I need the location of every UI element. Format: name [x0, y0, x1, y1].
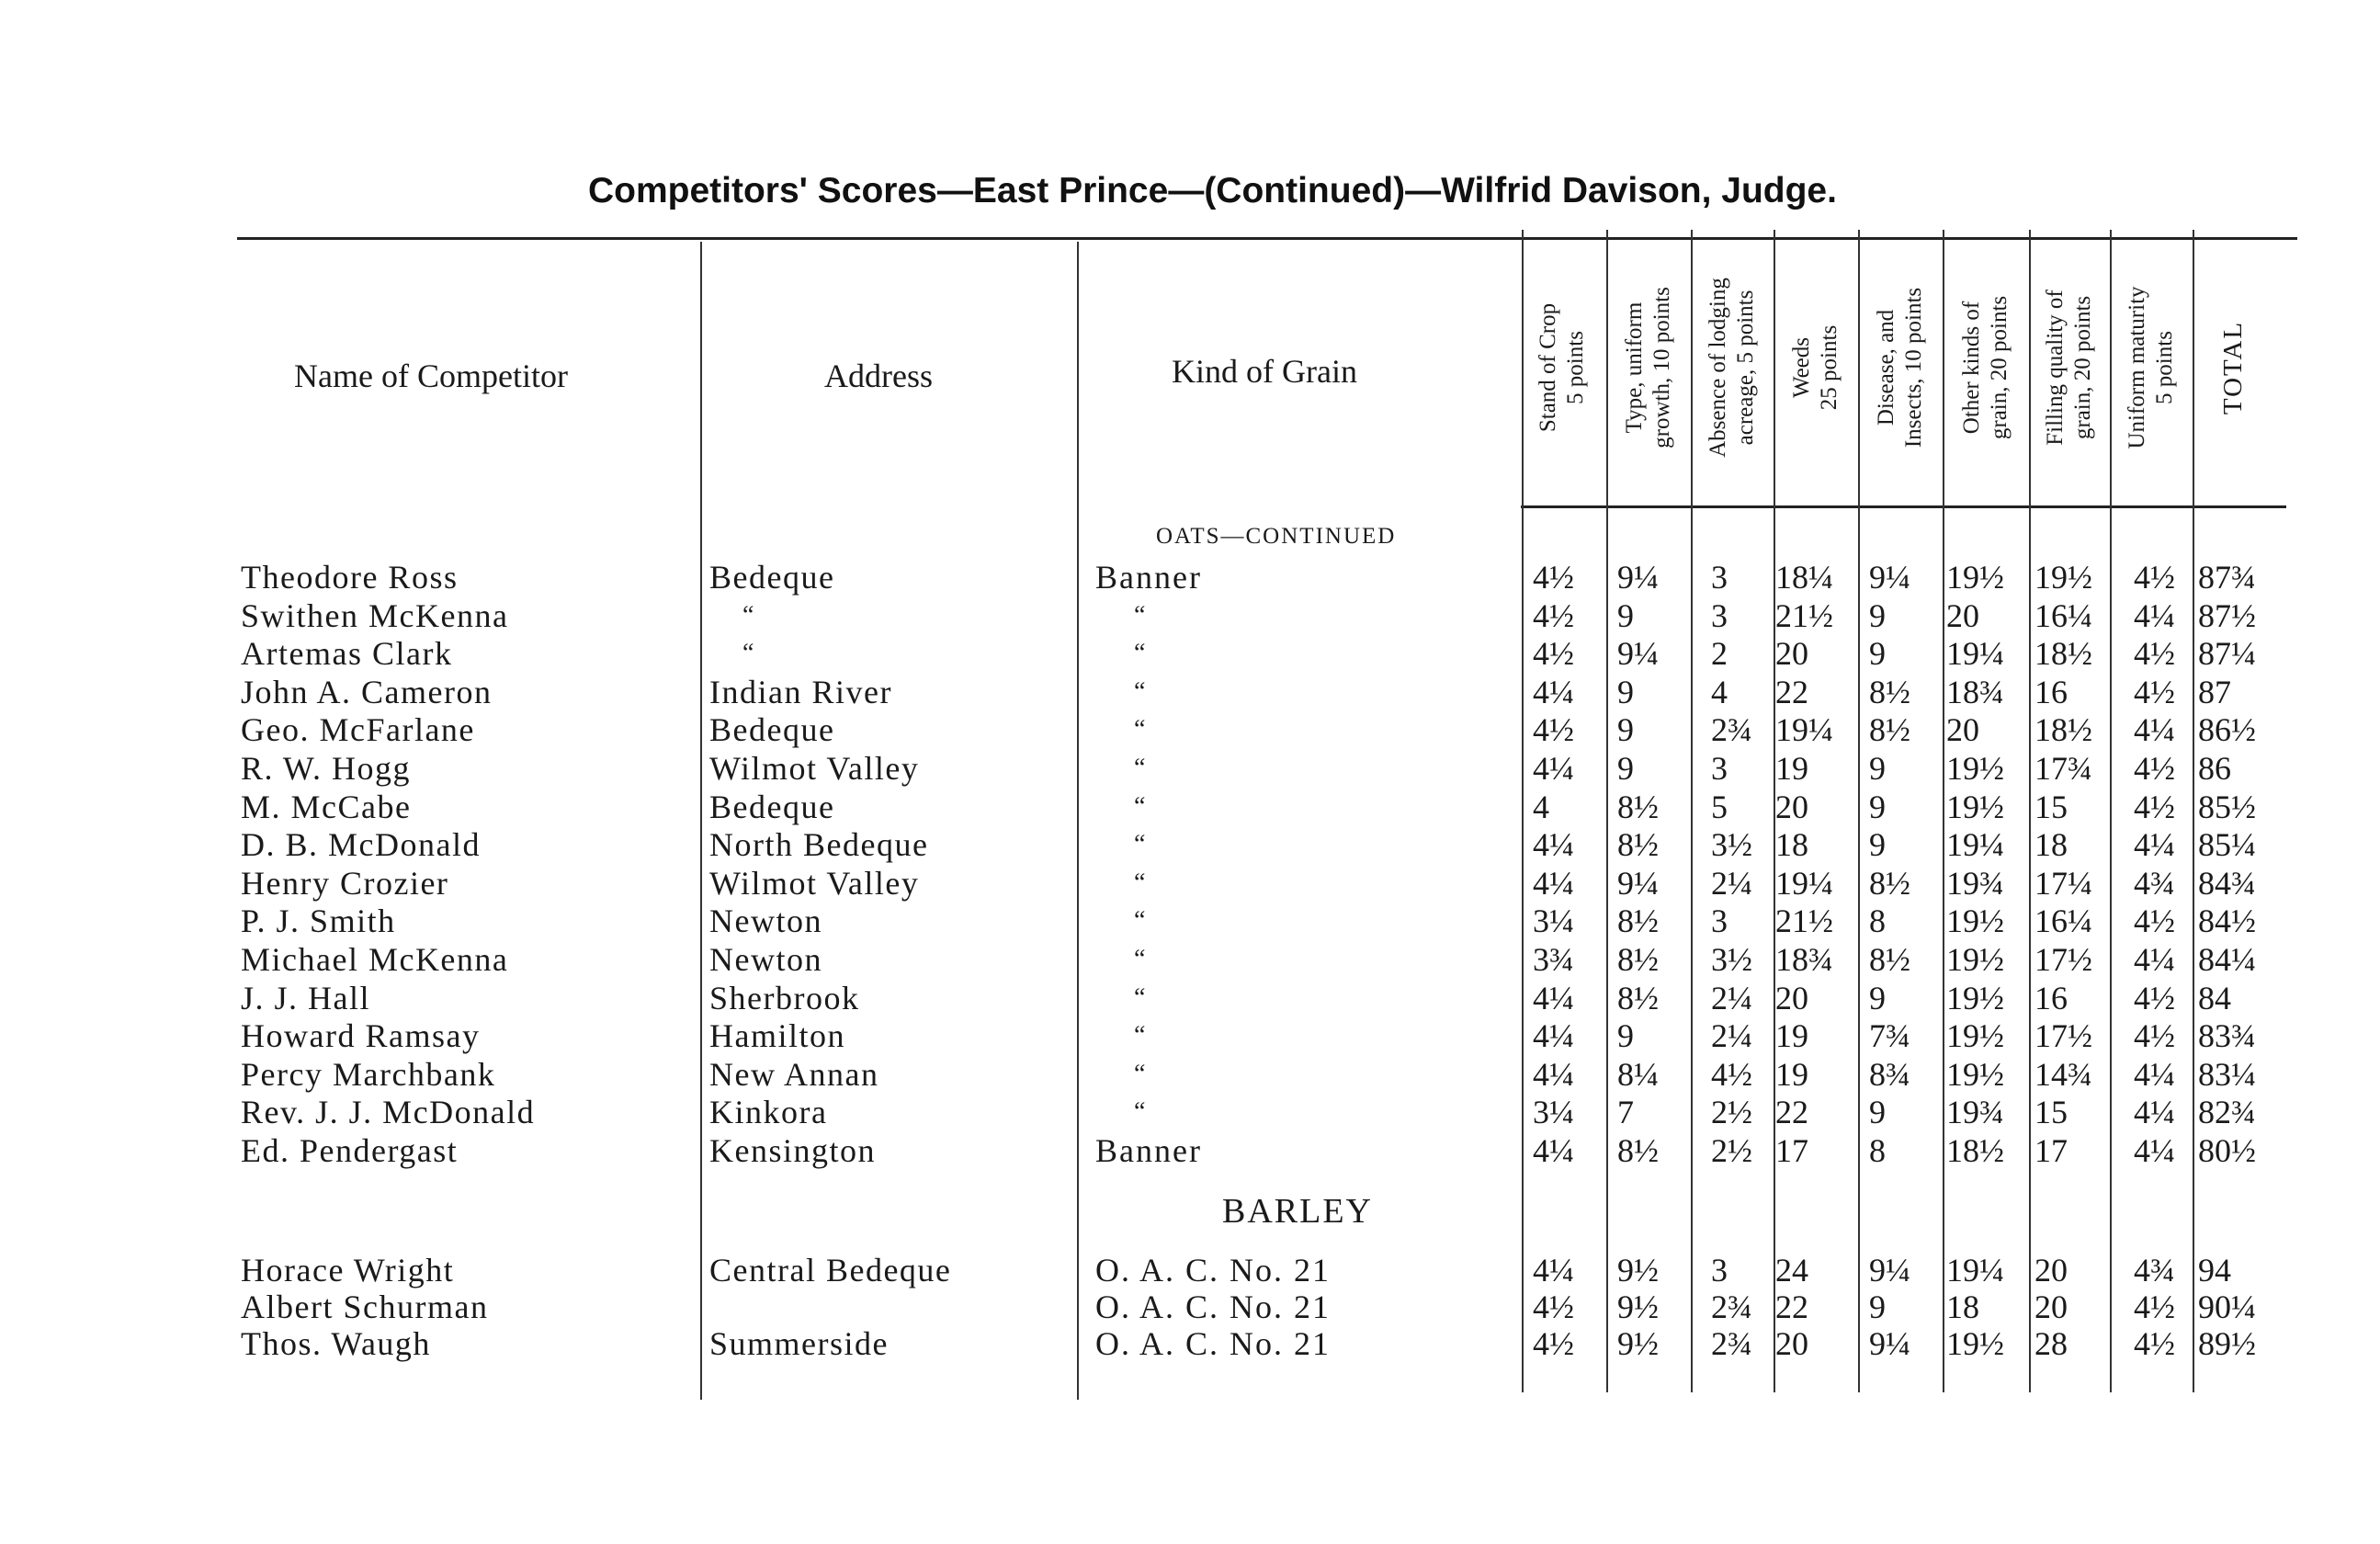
- score-filling: 15: [2034, 1094, 2068, 1131]
- score-maturity: 4¼: [2134, 596, 2175, 634]
- score-other: 19½: [1946, 750, 2004, 787]
- score-weeds: 20: [1775, 1325, 1808, 1362]
- competitor-name: Howard Ramsay: [241, 1017, 481, 1055]
- competitor-address: Bedeque: [709, 788, 835, 825]
- score-stand: 3¼: [1533, 903, 1574, 940]
- grain-kind: “: [1134, 1021, 1148, 1050]
- score-total: 87¼: [2198, 635, 2256, 673]
- score-maturity: 4¼: [2134, 941, 2175, 978]
- grain-kind: “: [1134, 868, 1148, 897]
- competitor-name: Geo. McFarlane: [241, 711, 475, 749]
- header-weeds-line1: Weeds: [1789, 337, 1814, 399]
- header-lodging-line2: acreage, 5 points: [1733, 290, 1758, 446]
- score-other: 19¼: [1946, 826, 2004, 864]
- header-disease-insects: [1873, 239, 1928, 496]
- grain-kind: “: [1134, 1097, 1148, 1127]
- header-weeds: [1788, 239, 1843, 496]
- score-other: 19¼: [1946, 1252, 2004, 1289]
- score-disease: 9¼: [1869, 1325, 1910, 1362]
- competitor-address: Sherbrook: [709, 979, 860, 1016]
- competitor-name: Ed. Pendergast: [241, 1132, 459, 1169]
- score-lodging: 4: [1711, 673, 1728, 710]
- score-lodging: 2¾: [1711, 711, 1752, 749]
- competitor-name: Artemas Clark: [241, 635, 453, 673]
- score-stand: 4¼: [1533, 750, 1574, 787]
- score-maturity: 4½: [2134, 635, 2175, 673]
- score-maturity: 4¼: [2134, 1132, 2175, 1169]
- score-stand: 3¾: [1533, 941, 1574, 978]
- score-disease: 9¼: [1869, 559, 1910, 596]
- header-grain: Kind of Grain: [1172, 353, 1357, 390]
- score-filling: 15: [2034, 788, 2068, 825]
- score-disease: 9: [1869, 596, 1886, 634]
- score-type: 9¼: [1617, 864, 1659, 902]
- header-stand-line1: Stand of Crop: [1536, 302, 1560, 433]
- score-weeds: 19¼: [1775, 864, 1833, 902]
- competitor-name: M. McCabe: [241, 788, 412, 825]
- score-disease: 9: [1869, 826, 1886, 864]
- competitor-address: Hamilton: [709, 1017, 845, 1055]
- score-disease: 8: [1869, 903, 1886, 940]
- score-filling: 16¼: [2034, 903, 2092, 940]
- score-weeds: 18: [1775, 826, 1808, 864]
- score-other: 19¾: [1946, 1094, 2004, 1131]
- header-absence-of-lodging: [1705, 239, 1760, 496]
- grain-kind: “: [1134, 982, 1148, 1012]
- score-total: 94: [2198, 1252, 2231, 1289]
- score-type: 9¼: [1617, 635, 1659, 673]
- header-type-line1: Type, uniform: [1622, 301, 1647, 434]
- score-maturity: 4½: [2134, 788, 2175, 825]
- score-disease: 9: [1869, 750, 1886, 787]
- header-name: Name of Competitor: [294, 358, 568, 394]
- score-weeds: 18¾: [1775, 941, 1833, 978]
- score-type: 8½: [1617, 788, 1659, 825]
- score-weeds: 20: [1775, 788, 1808, 825]
- score-weeds: 22: [1775, 673, 1808, 710]
- competitor-name: D. B. McDonald: [241, 826, 481, 864]
- score-weeds: 21½: [1775, 596, 1833, 634]
- score-other: 19¼: [1946, 635, 2004, 673]
- competitor-address: Bedeque: [709, 711, 835, 749]
- score-other: 19½: [1946, 941, 2004, 978]
- score-lodging: 2½: [1711, 1132, 1752, 1169]
- score-weeds: 21½: [1775, 903, 1833, 940]
- score-lodging: 3: [1711, 596, 1728, 634]
- score-stand: 4¼: [1533, 673, 1574, 710]
- score-type: 9½: [1617, 1252, 1659, 1289]
- competitor-name: Thos. Waugh: [241, 1325, 431, 1362]
- header-stand-line2: 5 points: [1563, 331, 1588, 404]
- score-total: 87½: [2198, 596, 2256, 634]
- score-maturity: 4½: [2134, 1289, 2175, 1325]
- score-total: 82¾: [2198, 1094, 2256, 1131]
- section-oats-continued: OATS—CONTINUED: [1156, 524, 1397, 549]
- competitor-address: Indian River: [709, 673, 892, 710]
- header-other-line2: grain, 20 points: [1987, 295, 2012, 440]
- score-other: 18: [1946, 1289, 1979, 1325]
- score-stand: 4½: [1533, 711, 1574, 749]
- header-stand-of-crop: [1535, 239, 1590, 496]
- score-lodging: 3: [1711, 903, 1728, 940]
- score-maturity: 4¼: [2134, 1055, 2175, 1093]
- header-filling-line2: grain, 20 points: [2070, 295, 2095, 440]
- header-type-uniform-growth: [1621, 239, 1676, 496]
- score-filling: 17½: [2034, 941, 2092, 978]
- score-total: 86½: [2198, 711, 2256, 749]
- section-barley: BARLEY: [1222, 1192, 1373, 1231]
- score-other: 20: [1946, 596, 1979, 634]
- score-disease: 8: [1869, 1132, 1886, 1169]
- score-type: 8½: [1617, 826, 1659, 864]
- competitor-name: Albert Schurman: [241, 1289, 489, 1325]
- score-filling: 17½: [2034, 1017, 2092, 1055]
- score-lodging: 3: [1711, 750, 1728, 787]
- divider-type: [1691, 230, 1693, 1392]
- score-lodging: 2¾: [1711, 1289, 1752, 1325]
- divider-grain-scores: [1522, 230, 1524, 1392]
- header-maturity-line1: Uniform maturity: [2125, 286, 2149, 449]
- header-other-kinds-of-grain: [1958, 239, 2013, 496]
- score-type: 9: [1617, 711, 1634, 749]
- divider-disease: [1943, 230, 1944, 1392]
- score-total: 90¼: [2198, 1289, 2256, 1325]
- competitor-address: Wilmot Valley: [709, 864, 920, 902]
- score-weeds: 19: [1775, 750, 1808, 787]
- header-type-line2: growth, 10 points: [1649, 287, 1674, 448]
- score-type: 9: [1617, 596, 1634, 634]
- score-maturity: 4¾: [2134, 1252, 2175, 1289]
- score-disease: 9: [1869, 1094, 1886, 1131]
- score-type: 9: [1617, 1017, 1634, 1055]
- score-total: 85½: [2198, 788, 2256, 825]
- competitor-name: Theodore Ross: [241, 559, 459, 596]
- page-title: Competitors' Scores—East Prince—(Continued)—Wilfrid Davison, Judge.: [588, 171, 1837, 210]
- header-address: Address: [824, 358, 933, 394]
- header-total: [2219, 276, 2247, 460]
- header-disease-line2: Insects, 10 points: [1901, 287, 1926, 448]
- score-filling: 16: [2034, 979, 2068, 1016]
- score-total: 86: [2198, 750, 2231, 787]
- divider-weeds: [1858, 230, 1860, 1392]
- competitor-name: Henry Crozier: [241, 864, 449, 902]
- score-disease: 8½: [1869, 711, 1910, 749]
- score-weeds: 19: [1775, 1055, 1808, 1093]
- score-stand: 4¼: [1533, 1017, 1574, 1055]
- score-filling: 14¾: [2034, 1055, 2092, 1093]
- score-maturity: 4½: [2134, 903, 2175, 940]
- score-maturity: 4½: [2134, 1017, 2175, 1055]
- grain-kind: O. A. C. No. 21: [1095, 1289, 1332, 1325]
- header-other-line1: Other kinds of: [1959, 301, 1984, 435]
- score-maturity: 4¼: [2134, 1094, 2175, 1131]
- score-lodging: 3½: [1711, 826, 1752, 864]
- score-maturity: 4¾: [2134, 864, 2175, 902]
- score-type: 8½: [1617, 941, 1659, 978]
- competitor-address: Wilmot Valley: [709, 750, 920, 787]
- competitor-name: J. J. Hall: [241, 979, 370, 1016]
- score-lodging: 5: [1711, 788, 1728, 825]
- score-total: 89½: [2198, 1325, 2256, 1362]
- score-maturity: 4¼: [2134, 711, 2175, 749]
- score-total: 84½: [2198, 903, 2256, 940]
- score-weeds: 20: [1775, 635, 1808, 673]
- header-filling-line1: Filling quality of: [2043, 290, 2068, 446]
- score-stand: 4¼: [1533, 979, 1574, 1016]
- score-maturity: 4½: [2134, 673, 2175, 710]
- score-maturity: 4¼: [2134, 826, 2175, 864]
- divider-other: [2029, 230, 2031, 1392]
- score-disease: 8½: [1869, 941, 1910, 978]
- grain-kind: O. A. C. No. 21: [1095, 1325, 1332, 1362]
- competitor-name: Percy Marchbank: [241, 1055, 496, 1093]
- grain-kind: “: [1134, 754, 1148, 782]
- header-maturity-line2: 5 points: [2152, 331, 2177, 404]
- competitor-address: “: [742, 639, 755, 668]
- score-type: 7: [1617, 1094, 1634, 1131]
- score-filling: 18½: [2034, 635, 2092, 673]
- competitor-name: Rev. J. J. McDonald: [241, 1094, 536, 1131]
- grain-kind: Banner: [1095, 559, 1202, 596]
- header-filling-quality: [2042, 239, 2097, 496]
- score-weeds: 19¼: [1775, 711, 1833, 749]
- score-stand: 4¼: [1533, 1252, 1574, 1289]
- divider-filling: [2110, 230, 2112, 1392]
- score-disease: 7¾: [1869, 1017, 1910, 1055]
- score-stand: 4: [1533, 788, 1549, 825]
- divider-address-grain: [1077, 242, 1079, 1400]
- score-weeds: 22: [1775, 1094, 1808, 1131]
- score-lodging: 4½: [1711, 1055, 1752, 1093]
- score-disease: 8½: [1869, 864, 1910, 902]
- score-weeds: 20: [1775, 979, 1808, 1016]
- competitor-name: John A. Cameron: [241, 673, 493, 710]
- score-other: 19½: [1946, 1055, 2004, 1093]
- score-total: 83¼: [2198, 1055, 2256, 1093]
- score-stand: 4½: [1533, 635, 1574, 673]
- score-disease: 8¾: [1869, 1055, 1910, 1093]
- score-type: 8½: [1617, 1132, 1659, 1169]
- score-lodging: 3: [1711, 1252, 1728, 1289]
- score-stand: 4¼: [1533, 1132, 1574, 1169]
- header-uniform-maturity: [2124, 239, 2179, 496]
- grain-kind: “: [1134, 945, 1148, 973]
- score-maturity: 4½: [2134, 559, 2175, 596]
- score-lodging: 2¼: [1711, 864, 1752, 902]
- score-maturity: 4½: [2134, 979, 2175, 1016]
- score-stand: 4¼: [1533, 826, 1574, 864]
- score-disease: 9: [1869, 1289, 1886, 1325]
- header-disease-line1: Disease, and: [1874, 309, 1898, 426]
- score-total: 80½: [2198, 1132, 2256, 1169]
- header-bottom-rule: [1521, 505, 2286, 508]
- divider-maturity: [2193, 230, 2194, 1392]
- score-total: 87: [2198, 673, 2231, 710]
- score-type: 9½: [1617, 1289, 1659, 1325]
- score-type: 8½: [1617, 903, 1659, 940]
- header-weeds-line2: 25 points: [1817, 324, 1842, 411]
- competitor-name: Michael McKenna: [241, 941, 509, 978]
- competitor-address: North Bedeque: [709, 826, 929, 864]
- score-type: 9: [1617, 673, 1634, 710]
- header-total-label: TOTAL: [2218, 320, 2248, 415]
- score-disease: 9: [1869, 635, 1886, 673]
- score-type: 9¼: [1617, 559, 1659, 596]
- score-type: 9½: [1617, 1325, 1659, 1362]
- score-total: 84¼: [2198, 941, 2256, 978]
- divider-stand: [1606, 230, 1608, 1392]
- score-maturity: 4½: [2134, 1325, 2175, 1362]
- score-type: 8¼: [1617, 1055, 1659, 1093]
- grain-kind: “: [1134, 639, 1148, 668]
- score-other: 19½: [1946, 1017, 2004, 1055]
- score-filling: 17: [2034, 1132, 2068, 1169]
- score-lodging: 3: [1711, 559, 1728, 596]
- score-total: 87¾: [2198, 559, 2256, 596]
- grain-kind: Banner: [1095, 1132, 1202, 1169]
- score-filling: 18: [2034, 826, 2068, 864]
- grain-kind: “: [1134, 830, 1148, 859]
- score-total: 85¼: [2198, 826, 2256, 864]
- score-weeds: 18¼: [1775, 559, 1833, 596]
- score-other: 19½: [1946, 903, 2004, 940]
- score-filling: 16¼: [2034, 596, 2092, 634]
- grain-kind: “: [1134, 1059, 1148, 1088]
- score-other: 20: [1946, 711, 1979, 749]
- competitor-address: Kinkora: [709, 1094, 828, 1131]
- score-lodging: 2¼: [1711, 1017, 1752, 1055]
- competitor-name: Swithen McKenna: [241, 596, 509, 634]
- score-filling: 20: [2034, 1252, 2068, 1289]
- grain-kind: “: [1134, 600, 1148, 630]
- competitor-name: R. W. Hogg: [241, 750, 412, 787]
- score-filling: 17¾: [2034, 750, 2092, 787]
- competitor-address: Newton: [709, 941, 822, 978]
- score-filling: 20: [2034, 1289, 2068, 1325]
- score-disease: 8½: [1869, 673, 1910, 710]
- score-stand: 3¼: [1533, 1094, 1574, 1131]
- score-other: 19½: [1946, 1325, 2004, 1362]
- score-stand: 4½: [1533, 1325, 1574, 1362]
- competitor-address: “: [742, 600, 755, 630]
- score-weeds: 17: [1775, 1132, 1808, 1169]
- competitor-address: Newton: [709, 903, 822, 940]
- score-other: 19½: [1946, 788, 2004, 825]
- score-other: 19½: [1946, 559, 2004, 596]
- competitor-address: Kensington: [709, 1132, 876, 1169]
- score-lodging: 3½: [1711, 941, 1752, 978]
- score-other: 19¾: [1946, 864, 2004, 902]
- score-lodging: 2: [1711, 635, 1728, 673]
- score-type: 9: [1617, 750, 1634, 787]
- grain-kind: “: [1134, 676, 1148, 706]
- score-filling: 17¼: [2034, 864, 2092, 902]
- grain-kind: “: [1134, 791, 1148, 821]
- score-lodging: 2½: [1711, 1094, 1752, 1131]
- score-total: 84¾: [2198, 864, 2256, 902]
- score-filling: 28: [2034, 1325, 2068, 1362]
- score-maturity: 4½: [2134, 750, 2175, 787]
- score-other: 19½: [1946, 979, 2004, 1016]
- score-stand: 4½: [1533, 596, 1574, 634]
- score-other: 18¾: [1946, 673, 2004, 710]
- score-filling: 18½: [2034, 711, 2092, 749]
- score-weeds: 22: [1775, 1289, 1808, 1325]
- score-stand: 4½: [1533, 559, 1574, 596]
- score-filling: 19½: [2034, 559, 2092, 596]
- score-type: 8½: [1617, 979, 1659, 1016]
- score-weeds: 19: [1775, 1017, 1808, 1055]
- score-disease: 9: [1869, 788, 1886, 825]
- competitor-address: Summerside: [709, 1325, 889, 1362]
- grain-kind: O. A. C. No. 21: [1095, 1252, 1332, 1289]
- competitor-name: Horace Wright: [241, 1252, 455, 1289]
- score-lodging: 2¾: [1711, 1325, 1752, 1362]
- grain-kind: “: [1134, 715, 1148, 744]
- score-stand: 4¼: [1533, 1055, 1574, 1093]
- competitor-name: P. J. Smith: [241, 903, 396, 940]
- score-disease: 9: [1869, 979, 1886, 1016]
- competitor-address: New Annan: [709, 1055, 879, 1093]
- competitor-address: Bedeque: [709, 559, 835, 596]
- score-total: 84: [2198, 979, 2231, 1016]
- score-weeds: 24: [1775, 1252, 1808, 1289]
- score-filling: 16: [2034, 673, 2068, 710]
- score-other: 18½: [1946, 1132, 2004, 1169]
- divider-name-address: [700, 242, 702, 1400]
- score-lodging: 2¼: [1711, 979, 1752, 1016]
- grain-kind: “: [1134, 906, 1148, 936]
- score-total: 83¾: [2198, 1017, 2256, 1055]
- score-disease: 9¼: [1869, 1252, 1910, 1289]
- score-stand: 4½: [1533, 1289, 1574, 1325]
- score-stand: 4¼: [1533, 864, 1574, 902]
- header-lodging-line1: Absence of lodging: [1706, 278, 1730, 458]
- competitor-address: Central Bedeque: [709, 1252, 952, 1289]
